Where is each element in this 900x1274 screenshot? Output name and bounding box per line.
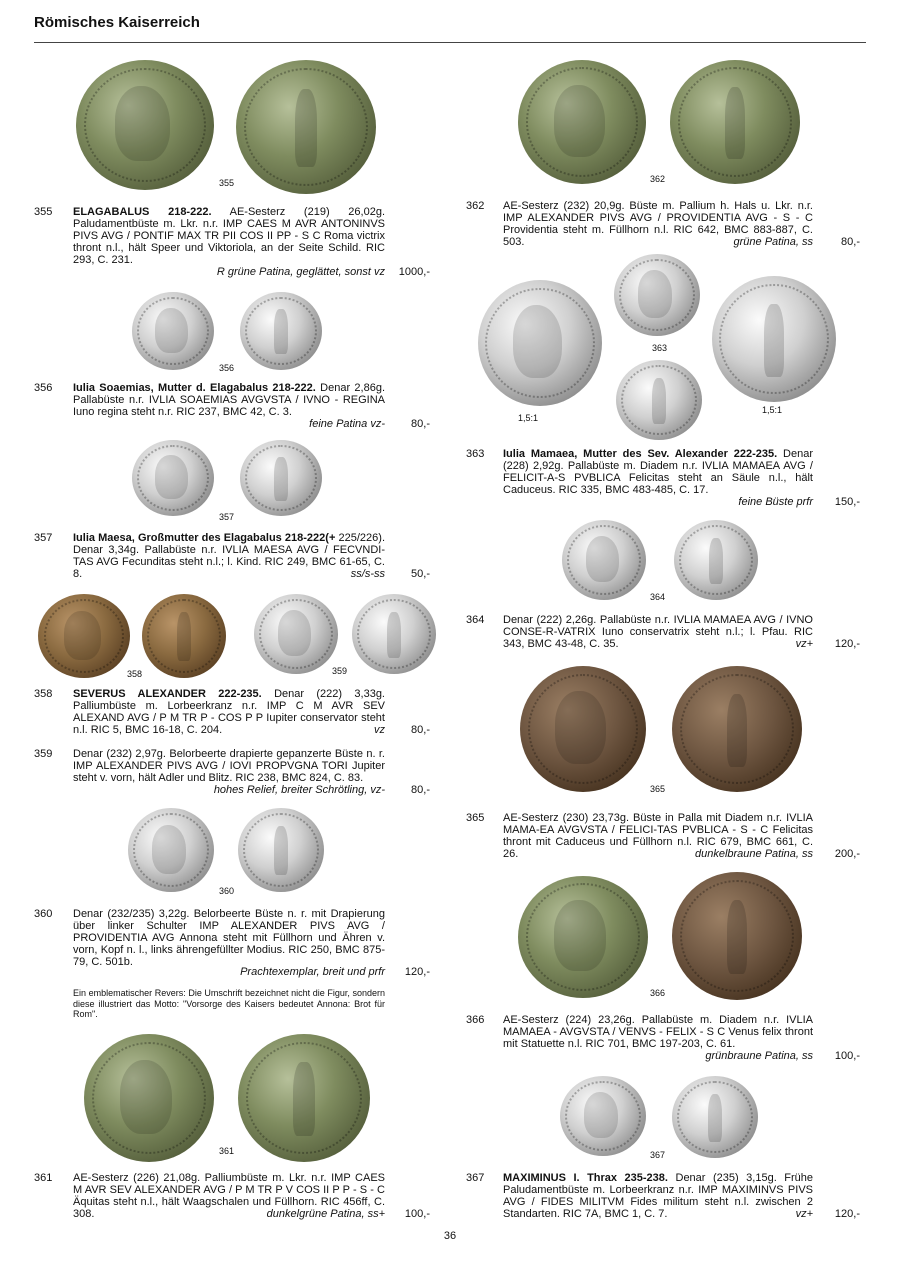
coin-356-reverse: [240, 292, 322, 370]
coin-366-reverse: [672, 872, 802, 1000]
lot-grade: ss/s-ss: [350, 568, 385, 580]
lot-title: Iulia Soaemias, Mutter d. Elagabalus 218-222.: [73, 382, 316, 394]
coin-357-obverse: [132, 440, 214, 516]
coin-label: 366: [650, 988, 666, 998]
coin-label: 356: [219, 363, 235, 373]
coin-359-reverse: [352, 594, 436, 674]
lot-number: 362: [466, 200, 485, 212]
lot-text: Denar (232) 2,97g. Belorbeerte drapierte gepanzerte Büste n. r. IMP ALEXANDER PIVS AVG / IOVI PROPVGNA TORI Jupiter steht v. vorn, hält Adler und Blitz. RIC 238, BMC 824, C. 83.: [73, 748, 385, 784]
lot-price: 80,-: [411, 724, 430, 736]
lot-grade: R grüne Patina, geglättet, sonst vz: [216, 266, 385, 278]
coin-364-reverse: [674, 520, 758, 600]
lot-number: 367: [466, 1172, 485, 1184]
lot-price: 1000,-: [398, 266, 430, 278]
coin-356-obverse: [132, 292, 214, 370]
coin-362-obverse: [518, 60, 646, 184]
lot-grade: grüne Patina, ss: [733, 236, 813, 248]
coin-label: 355: [219, 178, 235, 188]
lot-price: 120,-: [834, 1208, 860, 1220]
coin-361-reverse: [238, 1034, 370, 1162]
coin-label: 365: [650, 784, 666, 794]
coin-label: 359: [332, 666, 348, 676]
lot-grade: dunkelbraune Patina, ss: [694, 848, 813, 860]
coin-367-reverse: [672, 1076, 758, 1158]
lot-price: 150,-: [834, 496, 860, 508]
lot-number: 355: [34, 206, 53, 218]
lot-text: Denar (232/235) 3,22g. Belorbeerte Büste n. r. mit Drapierung über linker Schulter IMP ALEXANDER PIVS AVG / PROVIDENTIA AVG Annona steht mit Füllhorn und Ähren v. vorn, Kopf n. l., links ährengefüllter Modius. RIC 250, BMC 875-79, C. 501b.: [73, 908, 385, 968]
lot-text: AE-Sesterz (224) 23,26g. Pallabüste m. Diadem n.r. IVLIA MAMAEA - AVGVSTA / VENVS - FELIX - S C Venus felix thront mit Statuette n.l. RIC 701, BMC 197-203, C. 61.: [503, 1014, 813, 1050]
coin-360-obverse: [128, 808, 214, 892]
lot-price: 80,-: [841, 236, 860, 248]
lot-text: Denar 2,86g. Pallabüste n.r. IVLIA SOAEMIAS AVGVSTA / IVNO - REGINA Iuno regina steht n.r. RIC 237, BMC 42, C. 3.: [73, 382, 386, 418]
coin-label: 357: [219, 512, 235, 522]
lot-number: 358: [34, 688, 53, 700]
coin-365-reverse: [672, 666, 802, 792]
scale-label: 1,5:1: [762, 405, 783, 415]
coin-363-obverse-enlarged: [478, 280, 602, 406]
coin-359-obverse: [254, 594, 338, 674]
coin-358-obverse: [38, 594, 130, 678]
lot-description: [73, 748, 385, 784]
lot-number: 360: [34, 908, 53, 920]
coin-361-obverse: [84, 1034, 214, 1162]
lot-price: 120,-: [834, 638, 860, 650]
lot-grade: Prachtexemplar, breit und prfr: [240, 966, 385, 978]
lot-number: 363: [466, 448, 485, 460]
coin-355-reverse: [236, 60, 376, 194]
lot-number: 361: [34, 1172, 53, 1184]
lot-note: Ein emblematischer Revers: Die Umschrift bezeichnet nicht die Figur, sondern diese illustriert das Motto: "Vorsorge des Kaisers bedeutet Annona: Brot für Rom".: [73, 988, 385, 1019]
lot-text: Denar (222) 2,26g. Pallabüste n.r. IVLIA MAMAEA AVG / IVNO CONSE-R-VATRIX Iuno conservatrix steht n.l.; l. Pfau. RIC 343, BMC 43-48, C. 35.: [503, 614, 813, 650]
lot-grade: vz: [374, 724, 385, 736]
coin-363-reverse: [616, 360, 702, 440]
lot-description: [503, 1014, 813, 1050]
lot-text: AE-Sesterz (219) 26,02g. Paludamentbüste m. Lkr. n.r. IMP CAES M AVR ANTONINVS PIVS AVG / PONTIF MAX TR PII COS II PP - S C Roma victrix thront n.l., hält Speer und Viktoriola, an der Seite Schild. RIC 293, C. 231.: [73, 206, 386, 266]
coin-label: 362: [650, 174, 666, 184]
lot-text: Denar (222) 3,33g. Palliumbüste m. Lorbeerkranz n.r. IMP C M AVR SEV ALEXAND AVG / P M TR P - COS P P Iupiter conservator steht n.l. RIC 5, BMC 16-18, C. 204.: [73, 688, 385, 736]
lot-price: 50,-: [411, 568, 430, 580]
lot-price: 100,-: [404, 1208, 430, 1220]
lot-price: 80,-: [411, 418, 430, 430]
lot-grade: grünbraune Patina, ss: [705, 1050, 813, 1062]
lot-title: Iulia Mamaea, Mutter des Sev. Alexander 222-235.: [503, 448, 778, 460]
lot-text: Denar (228) 2,92g. Pallabüste m. Diadem n.r. IVLIA MAMAEA AVG / FELICIT-A-S PVBLICA Felicitas steht an Säule n.l., hält Caduceus. RIC 335, BMC 483-485, C. 17.: [503, 448, 813, 496]
lot-grade: vz+: [795, 1208, 813, 1220]
coin-label: 364: [650, 592, 666, 602]
coin-363-obverse: [614, 254, 700, 336]
lot-description: [73, 206, 385, 266]
lot-description: [73, 382, 385, 418]
lot-grade: feine Patina vz-: [309, 418, 385, 430]
coin-363-reverse-enlarged: [712, 276, 836, 402]
lot-grade: vz+: [795, 638, 813, 650]
lot-grade: hohes Relief, breiter Schrötling, vz-: [213, 784, 385, 796]
lot-price: 120,-: [404, 966, 430, 978]
page-number: 36: [443, 1230, 457, 1242]
coin-label: 360: [219, 886, 235, 896]
coin-label: 363: [652, 343, 668, 353]
lot-description: [503, 448, 813, 496]
lot-title: MAXIMINUS I. Thrax 235-238.: [503, 1172, 668, 1184]
scale-label: 1,5:1: [518, 413, 539, 423]
lot-price: 80,-: [411, 784, 430, 796]
lot-title: Iulia Maesa, Großmutter des Elagabalus 218-222(+: [73, 532, 336, 544]
lot-price: 200,-: [834, 848, 860, 860]
coin-label: 367: [650, 1150, 666, 1160]
coin-360-reverse: [238, 808, 324, 892]
lot-text: AE-Sesterz (230) 23,73g. Büste in Palla mit Diadem n.r. IVLIA MAMA-EA AVGVSTA / FELICI-TAS PVBLICA - S - C Felicitas thront mit Caduceus und Füllhorn n.l. RIC 679, BMC 661, C. 26.: [503, 812, 813, 860]
lot-text: 225/226). Denar 3,34g. Pallabüste n.r. IVLIA MAESA AVG / FECVNDI-TAS AVG Fecunditas steht n.l.; l. Kind. RIC 249, BMC 61-65, C. 8.: [73, 532, 385, 580]
lot-grade: dunkelgrüne Patina, ss+: [266, 1208, 385, 1220]
page-title: Römisches Kaiserreich: [34, 14, 200, 31]
lot-price: 100,-: [834, 1050, 860, 1062]
coin-label: 358: [127, 669, 143, 679]
lot-text: Denar (235) 3,15g. Frühe Paludamentbüste m. Lorbeerkranz n.r. IMP MAXIMINVS PIVS AVG / FIDES MILITVM Fides militum steht n.l. zwischen 2 Standarten. RIC 7A, BMC 1, C. 7.: [503, 1172, 813, 1220]
lot-description: [73, 908, 385, 968]
coin-label: 361: [219, 1146, 235, 1156]
lot-number: 356: [34, 382, 53, 394]
coin-364-obverse: [562, 520, 646, 600]
coin-367-obverse: [560, 1076, 646, 1156]
coin-357-reverse: [240, 440, 322, 516]
lot-grade: feine Büste prfr: [738, 496, 813, 508]
lot-title: SEVERUS ALEXANDER 222-235.: [73, 688, 262, 700]
coin-362-reverse: [670, 60, 800, 184]
lot-text: AE-Sesterz (232) 20,9g. Büste m. Pallium h. Hals u. Lkr. n.r. IMP ALEXANDER PIVS AVG / PROVIDENTIA AVG - S - C Providentia steht m. Füllhorn n.l. RIC 642, BMC 883-887, C. 503.: [503, 200, 813, 248]
coin-366-obverse: [518, 876, 648, 998]
lot-number: 365: [466, 812, 485, 824]
lot-number: 359: [34, 748, 53, 760]
lot-text: AE-Sesterz (226) 21,08g. Palliumbüste m. Lkr. n.r. IMP CAES M AVR SEV ALEXANDER AVG / P M TR P V COS II P P - S - C Äquitas steht n.l., hält Waagschalen und Füllhorn. RIC 456ff, C. 308.: [73, 1172, 385, 1220]
coin-358-reverse: [142, 594, 226, 678]
header-rule: [34, 42, 866, 43]
lot-number: 366: [466, 1014, 485, 1026]
coin-355-obverse: [76, 60, 214, 190]
lot-title: ELAGABALUS 218-222.: [73, 206, 212, 218]
coin-365-obverse: [520, 666, 646, 792]
lot-number: 364: [466, 614, 485, 626]
lot-number: 357: [34, 532, 53, 544]
